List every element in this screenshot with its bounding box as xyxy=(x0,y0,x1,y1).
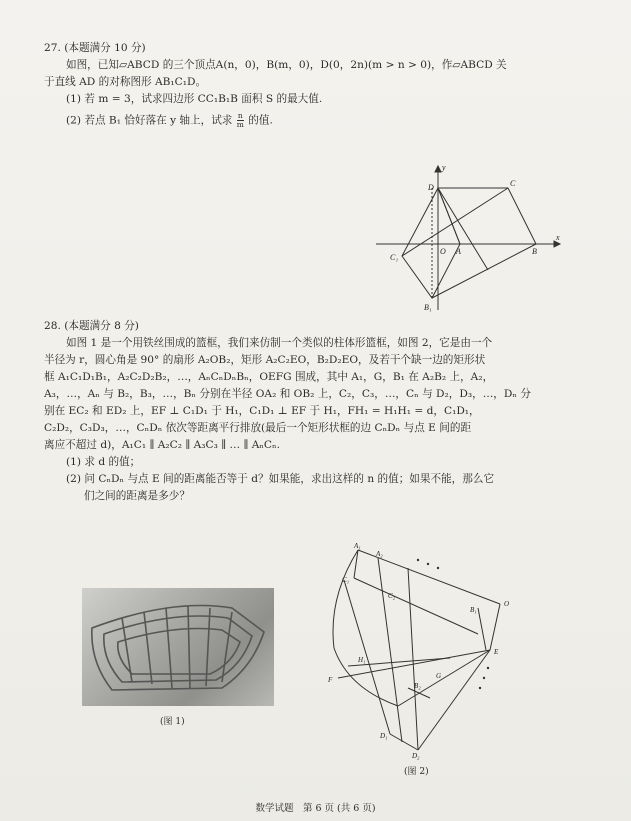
fraction-numerator: n xyxy=(237,112,243,120)
edge-d2-e xyxy=(418,650,490,750)
question-28-part-2-b: 们之间的距离是多少？ xyxy=(84,490,190,502)
label-h1: H₁ xyxy=(358,656,366,664)
basket-photo-drawing xyxy=(82,588,274,706)
rib-2 xyxy=(408,568,418,750)
question-28-line-5: 别在 EC₂ 和 ED₂ 上，EF ⊥ C₁D₁ 于 H₁，C₁D₁ ⊥ EF 于 H₁，FH₁ = H₁H₁ = d，C₁D₁， xyxy=(44,405,480,417)
question-27-part-2-text-b: 的值. xyxy=(248,114,273,127)
label-d1: D₁ xyxy=(380,732,388,740)
edge-a2-o xyxy=(358,550,500,604)
reflected-figure-ab1c1d xyxy=(402,188,460,298)
question-28-line-6: C₂D₂，C₃D₃，…，CₙDₙ 依次等距离平行排放(最后一个矩形状框的边 CₙDₙ 与点 E 间的距 xyxy=(44,422,472,434)
question-27-stem-line-2: 于直线 AD 的对称图形 AB₁C₁D。 xyxy=(44,76,207,88)
label-b1: B₁ xyxy=(424,303,432,312)
rib-3 xyxy=(344,580,390,734)
label-o: O xyxy=(440,247,446,256)
label-d2: D₂ xyxy=(412,752,420,760)
arc-a2b2 xyxy=(333,550,398,706)
label-y: y xyxy=(442,163,446,172)
edge-d1-d2 xyxy=(390,734,418,750)
label-o: O xyxy=(504,600,510,608)
label-g: G xyxy=(436,672,442,680)
segment-c1-c xyxy=(402,188,508,256)
label-c2: C₂ xyxy=(388,592,396,600)
label-a: A xyxy=(456,247,461,256)
question-28-line-3: 框 A₁C₁D₁B₁，A₂C₂D₂B₂，…，AₙCₙDₙBₙ，OEFG 围成，其中 A₁，G，B₁ 在 A₂B₂ 上，A₂， xyxy=(44,371,494,383)
label-c1: C₁ xyxy=(342,576,350,584)
question-27-part-2-text-a: (2) 若点 B₁ 恰好落在 y 轴上，试求 xyxy=(66,114,233,127)
question-27-figure xyxy=(368,160,568,320)
question-27-part-2 xyxy=(44,112,609,130)
label-e: E xyxy=(494,648,499,656)
label-b2: B₂ xyxy=(414,682,421,690)
edge-c2-e xyxy=(354,578,478,634)
figure-1-caption: (图 1) xyxy=(160,717,185,727)
edge-b1 xyxy=(478,608,486,650)
label-x: x xyxy=(556,233,560,242)
fraction-n-over-m xyxy=(237,112,244,129)
question-28-line-2: 半径为 r，圆心角是 90° 的扇形 A₂OB₂，矩形 A₂C₂EO，B₂D₂EO，及若干个缺一边的矩形状 xyxy=(44,354,486,366)
coordinate-figure xyxy=(368,160,568,320)
label-a2: A₂ xyxy=(376,550,383,558)
label-c1: C₁ xyxy=(390,253,399,262)
question-27-heading: 27. (本题满分 10 分) xyxy=(44,42,146,54)
label-c: C xyxy=(510,179,516,188)
question-28-figure-2 xyxy=(318,538,528,760)
label-b: B xyxy=(532,247,537,256)
line-ad-extended xyxy=(438,188,488,270)
page-footer: 数学试题 第 6 页 (共 6 页) xyxy=(255,803,376,814)
label-f: F xyxy=(328,676,333,684)
rib-1 xyxy=(378,558,402,742)
label-b1: B₁ xyxy=(470,606,477,614)
basket-photo xyxy=(82,588,274,706)
label-a1: A₁ xyxy=(354,542,361,550)
question-28-part-2-a: (2) 问 CₙDₙ 与点 E 间的距离能否等于 d？如果能，求出这样的 n 的值；如果不能，那么它 xyxy=(66,473,495,485)
question-28 xyxy=(44,318,609,505)
label-d: D xyxy=(428,183,434,192)
question-28-line-7: 离应不超过 d)，A₁C₁ ∥ A₂C₂ ∥ A₃C₃ ∥ … ∥ AₙCₙ. xyxy=(44,439,280,451)
y-axis-arrow-icon xyxy=(435,166,441,172)
basket-geometry-figure xyxy=(318,538,528,760)
fraction-denominator: m xyxy=(236,120,244,129)
question-28-line-4: A₃，…，Aₙ 与 B₂，B₃，…，Bₙ 分别在半径 OA₂ 和 OB₂ 上，C₂，C₃，…，Cₙ 与 D₂，D₃，…，Dₙ 分 xyxy=(44,388,531,400)
question-27 xyxy=(44,40,609,130)
figure-2-caption: (图 2) xyxy=(404,767,429,777)
question-28-line-1: 如图 1 是一个用铁丝围成的篮框，我们来仿制一个类似的柱体形篮框，如图 2，它是由一个 xyxy=(66,337,493,349)
segment-b1-b xyxy=(432,244,536,298)
question-28-heading: 28. (本题满分 8 分) xyxy=(44,320,139,332)
edge-o-e xyxy=(490,604,500,650)
question-28-part-1: (1) 求 d 的值； xyxy=(66,456,141,468)
question-27-stem-line-1: 如图，已知▱ABCD 的三个顶点A(n，0)，B(m，0)，D(0，2n)(m > n > 0)，作▱ABCD 关 xyxy=(66,59,507,71)
parallelogram-abcd xyxy=(438,188,536,244)
question-27-part-1: (1) 若 m = 3，试求四边形 CC₁B₁B 面积 S 的最大值. xyxy=(66,93,323,105)
